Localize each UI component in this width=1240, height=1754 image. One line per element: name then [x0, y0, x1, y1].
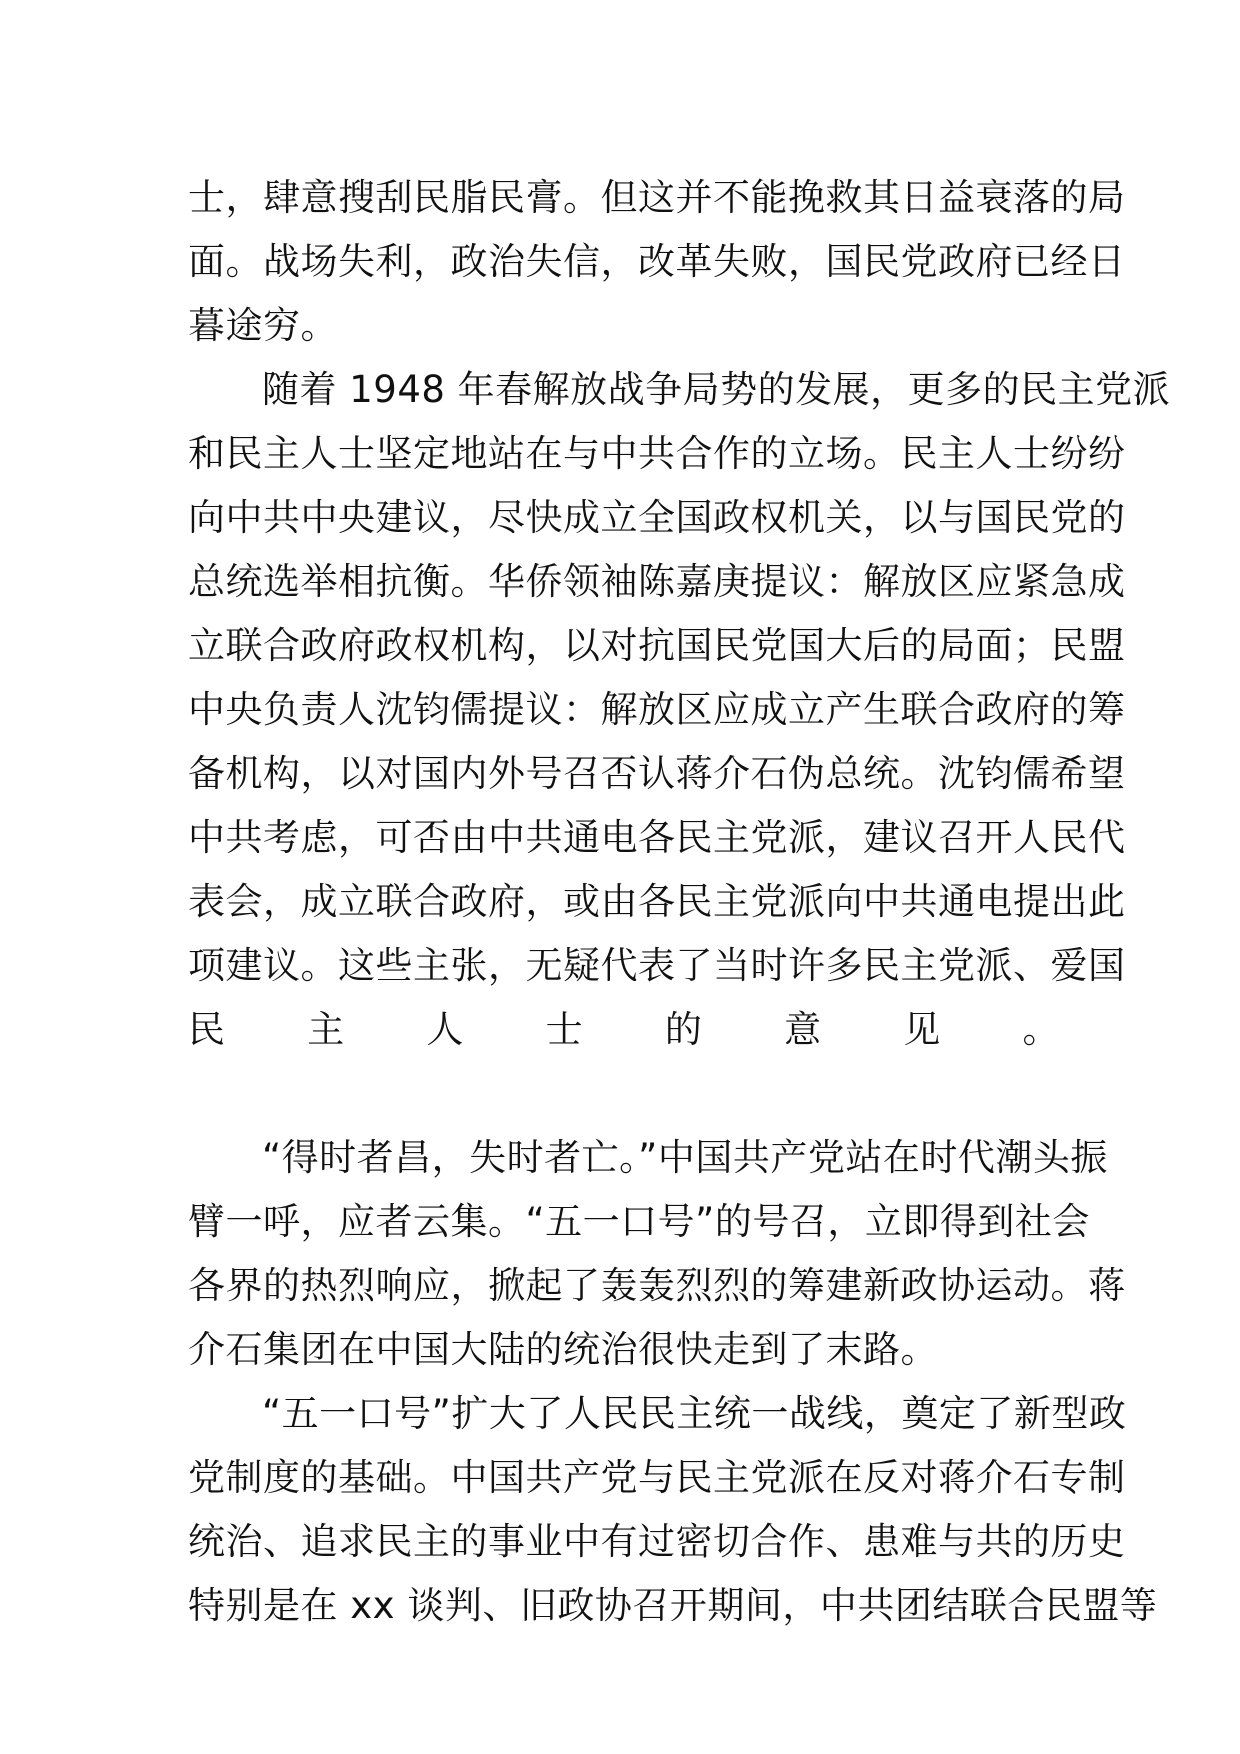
text-line: 暮途穷。 — [188, 304, 338, 347]
text-line: 统治、追求民主的事业中有过密切合作、患难与共的历史 — [188, 1520, 1126, 1563]
text-line: 中央负责人沈钧儒提议：解放区应成立产生联合政府的筹 — [188, 688, 1126, 731]
text-line: 向中共中央建议，尽快成立全国政权机关，以与国民党的 — [188, 496, 1126, 539]
paragraph — [188, 358, 1171, 1126]
text-line: 介石集团在中国大陆的统治很快走到了末路。 — [188, 1328, 938, 1371]
text-line: 党制度的基础。中国共产党与民主党派在反对蒋介石专制 — [188, 1456, 1126, 1499]
text-line: 面。战场失利，政治失信，改革失败，国民党政府已经日 — [188, 240, 1126, 283]
body-text — [188, 166, 1171, 1638]
text-line: 表会，成立联合政府，或由各民主党派向中共通电提出此 — [188, 880, 1126, 923]
text-line: 民主人士的意见。 — [188, 1008, 1060, 1051]
text-line: “五一口号”扩大了人民民主统一战线，奠定了新型政 — [262, 1392, 1127, 1435]
text-line: 和民主人士坚定地站在与中共合作的立场。民主人士纷纷 — [188, 432, 1126, 475]
text-line: 备机构，以对国内外号召否认蒋介石伪总统。沈钧儒希望 — [188, 752, 1126, 795]
text-line: 中共考虑，可否由中共通电各民主党派，建议召开人民代 — [188, 816, 1126, 859]
text-line: 臂一呼，应者云集。“五一口号”的号召，立即得到社会 — [188, 1200, 1090, 1243]
paragraph — [188, 1382, 1158, 1638]
text-line: 随着 1948 年春解放战争局势的发展，更多的民主党派 — [262, 368, 1171, 411]
paragraph — [188, 1126, 1126, 1382]
text-line: 项建议。这些主张，无疑代表了当时许多民主党派、爱国 — [188, 944, 1126, 987]
text-line: 士，肆意搜刮民脂民膏。但这并不能挽救其日益衰落的局 — [188, 176, 1126, 219]
text-line: 总统选举相抗衡。华侨领袖陈嘉庚提议：解放区应紧急成 — [188, 560, 1126, 603]
text-line: 各界的热烈响应，掀起了轰轰烈烈的筹建新政协运动。蒋 — [188, 1264, 1126, 1307]
text-line: 特别是在 xx 谈判、旧政协召开期间，中共团结联合民盟等 — [188, 1584, 1158, 1627]
paragraph — [188, 166, 1126, 358]
text-line: 立联合政府政权机构，以对抗国民党国大后的局面；民盟 — [188, 624, 1126, 667]
text-line — [188, 1062, 1060, 1126]
text-line: “得时者昌，失时者亡。”中国共产党站在时代潮头振 — [262, 1136, 1108, 1179]
